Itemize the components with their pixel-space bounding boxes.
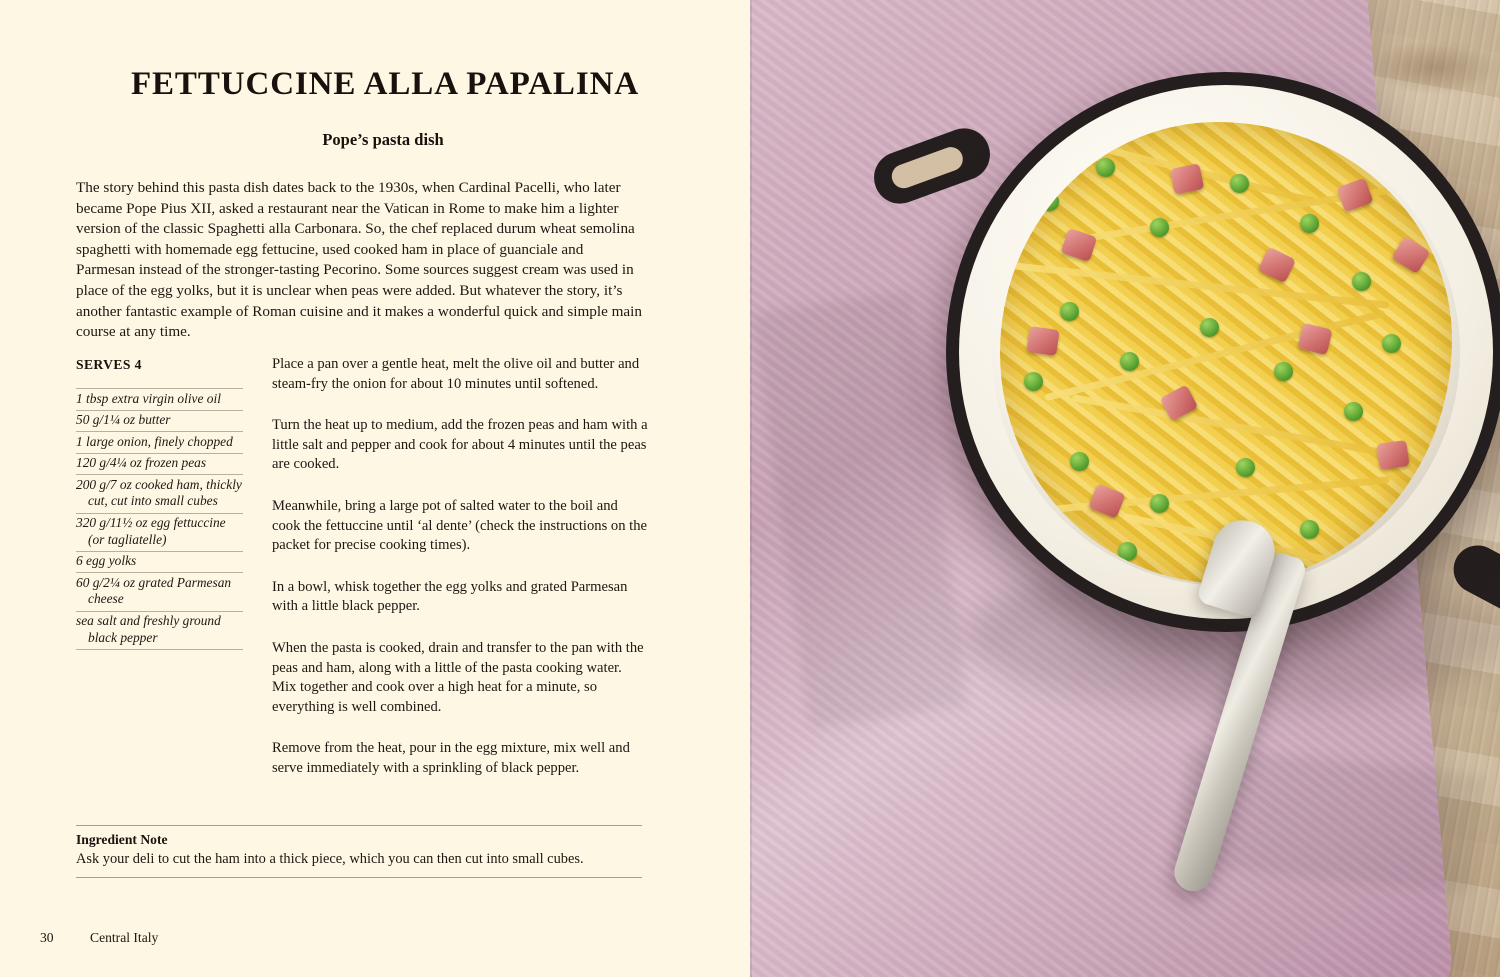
pea [1150,218,1169,237]
ingredient-text-continued: cheese [88,591,124,607]
ingredients-list [76,388,243,650]
method-step: Turn the heat up to medium, add the frozen peas and ham with a little salt and pepper and cook for about 4 minutes until the peas are cooked. [272,417,648,473]
list-item [76,612,243,650]
method-step: When the pasta is cooked, drain and transfer to the pan with the peas and ham, along with a little of the pasta cooking water. Mix together and cook over a high heat for a minute, so everything is well combined. [272,639,644,715]
list-item [76,573,243,611]
pea [1300,520,1319,539]
pea [1120,352,1139,371]
pea [1060,302,1079,321]
divider-bottom [76,877,642,878]
ingredient-note [76,825,642,878]
list-item [76,552,243,574]
pea [1096,158,1115,177]
ingredient-text-continued: black pepper [88,629,158,645]
pea [1118,542,1137,561]
pea [1300,214,1319,233]
noodle [1072,394,1388,456]
page-title: FETTUCCINE ALLA PAPALINA [130,66,640,102]
serves-label: SERVES 4 [76,357,142,372]
method-steps [272,355,648,801]
list-item [76,388,243,411]
ingredient-text: 320 g/11½ oz egg fettuccine [76,515,226,531]
list-item [76,475,243,513]
method-step: Place a pan over a gentle heat, melt the olive oil and butter and steam-fry the onion for about 10 minutes until softened. [272,356,640,392]
noodle [1030,476,1389,514]
page-gutter [750,0,752,977]
ingredient-text-continued: (or tagliatelle) [88,531,167,547]
pea [1344,402,1363,421]
ham-cube [1170,163,1205,195]
ingredient-text: 200 g/7 oz cooked ham, thickly [76,476,242,492]
list-item [76,454,243,476]
pea [1382,334,1401,353]
page-number: 30 [40,930,54,945]
list-item [76,514,243,552]
divider-top [76,825,642,826]
wood-knot [1370,40,1500,95]
ingredient-text: 60 g/2¼ oz grated Parmesan [76,574,232,590]
pea [1274,362,1293,381]
pea [1200,318,1219,337]
method-step: Remove from the heat, pour in the egg mixture, mix well and serve immediately with a sprinkling of black pepper. [272,740,630,776]
pea [1236,458,1255,477]
ham-cube [1376,440,1409,470]
pea [1070,452,1089,471]
list-item [76,432,243,454]
page-subtitle: Pope’s pasta dish [322,130,444,149]
ham-cube [1026,326,1059,356]
list-item [76,411,243,433]
method-step: In a bowl, whisk together the egg yolks and grated Parmesan with a little black pepper. [272,578,628,615]
note-body: Ask your deli to cut the ham into a thick piece, which you can then cut into small cubes. [76,851,584,867]
method-step: Meanwhile, bring a large pot of salted water to the boil and cook the fettuccine until ‘al dente’ (check the instructions on the packet for precise cooking times). [272,497,647,554]
ham-cube [1258,247,1296,284]
ham-cube [1088,483,1126,518]
ingredient-text: 120 g/4¼ oz frozen peas [76,455,207,471]
pea [1352,272,1371,291]
ham-cube [1336,178,1373,213]
ingredient-text: 1 large onion, finely chopped [76,433,233,449]
recipe-intro: The story behind this pasta dish dates back to the 1930s, when Cardinal Pacelli, who later became Pope Pius XII, asked a restaurant near the Vatican in Rome to make him a lighter version of the classic Spaghetti alla Carbonara. So, the chef replaced durum wheat semolina spaghetti with homemade egg fettucine, used cooked ham in place of guanciale and Parmesan instead of the stronger-tasting Pecorino. Some sources suggest cream was used in place of the egg yolks, but it is unclear when peas were added. But whatever the story, it’s another fantastic example of Roman cuisine and it makes a wonderful quick and simple main course at any time. [76,179,642,341]
ingredient-text: sea salt and freshly ground [76,613,221,629]
recipe-photo-page [750,0,1500,977]
chapter-name: Central Italy [90,930,159,945]
ham-cube [1391,236,1430,274]
ingredient-text: 6 egg yolks [76,553,137,569]
pea [1040,192,1059,211]
ingredient-text-continued: cut, cut into small cubes [88,493,218,509]
ingredient-text: 50 g/1¼ oz butter [76,412,171,428]
ingredient-text: 1 tbsp extra virgin olive oil [76,390,221,406]
pea [1230,174,1249,193]
pea [1024,372,1043,391]
note-title: Ingredient Note [76,832,168,847]
pea [1150,494,1169,513]
